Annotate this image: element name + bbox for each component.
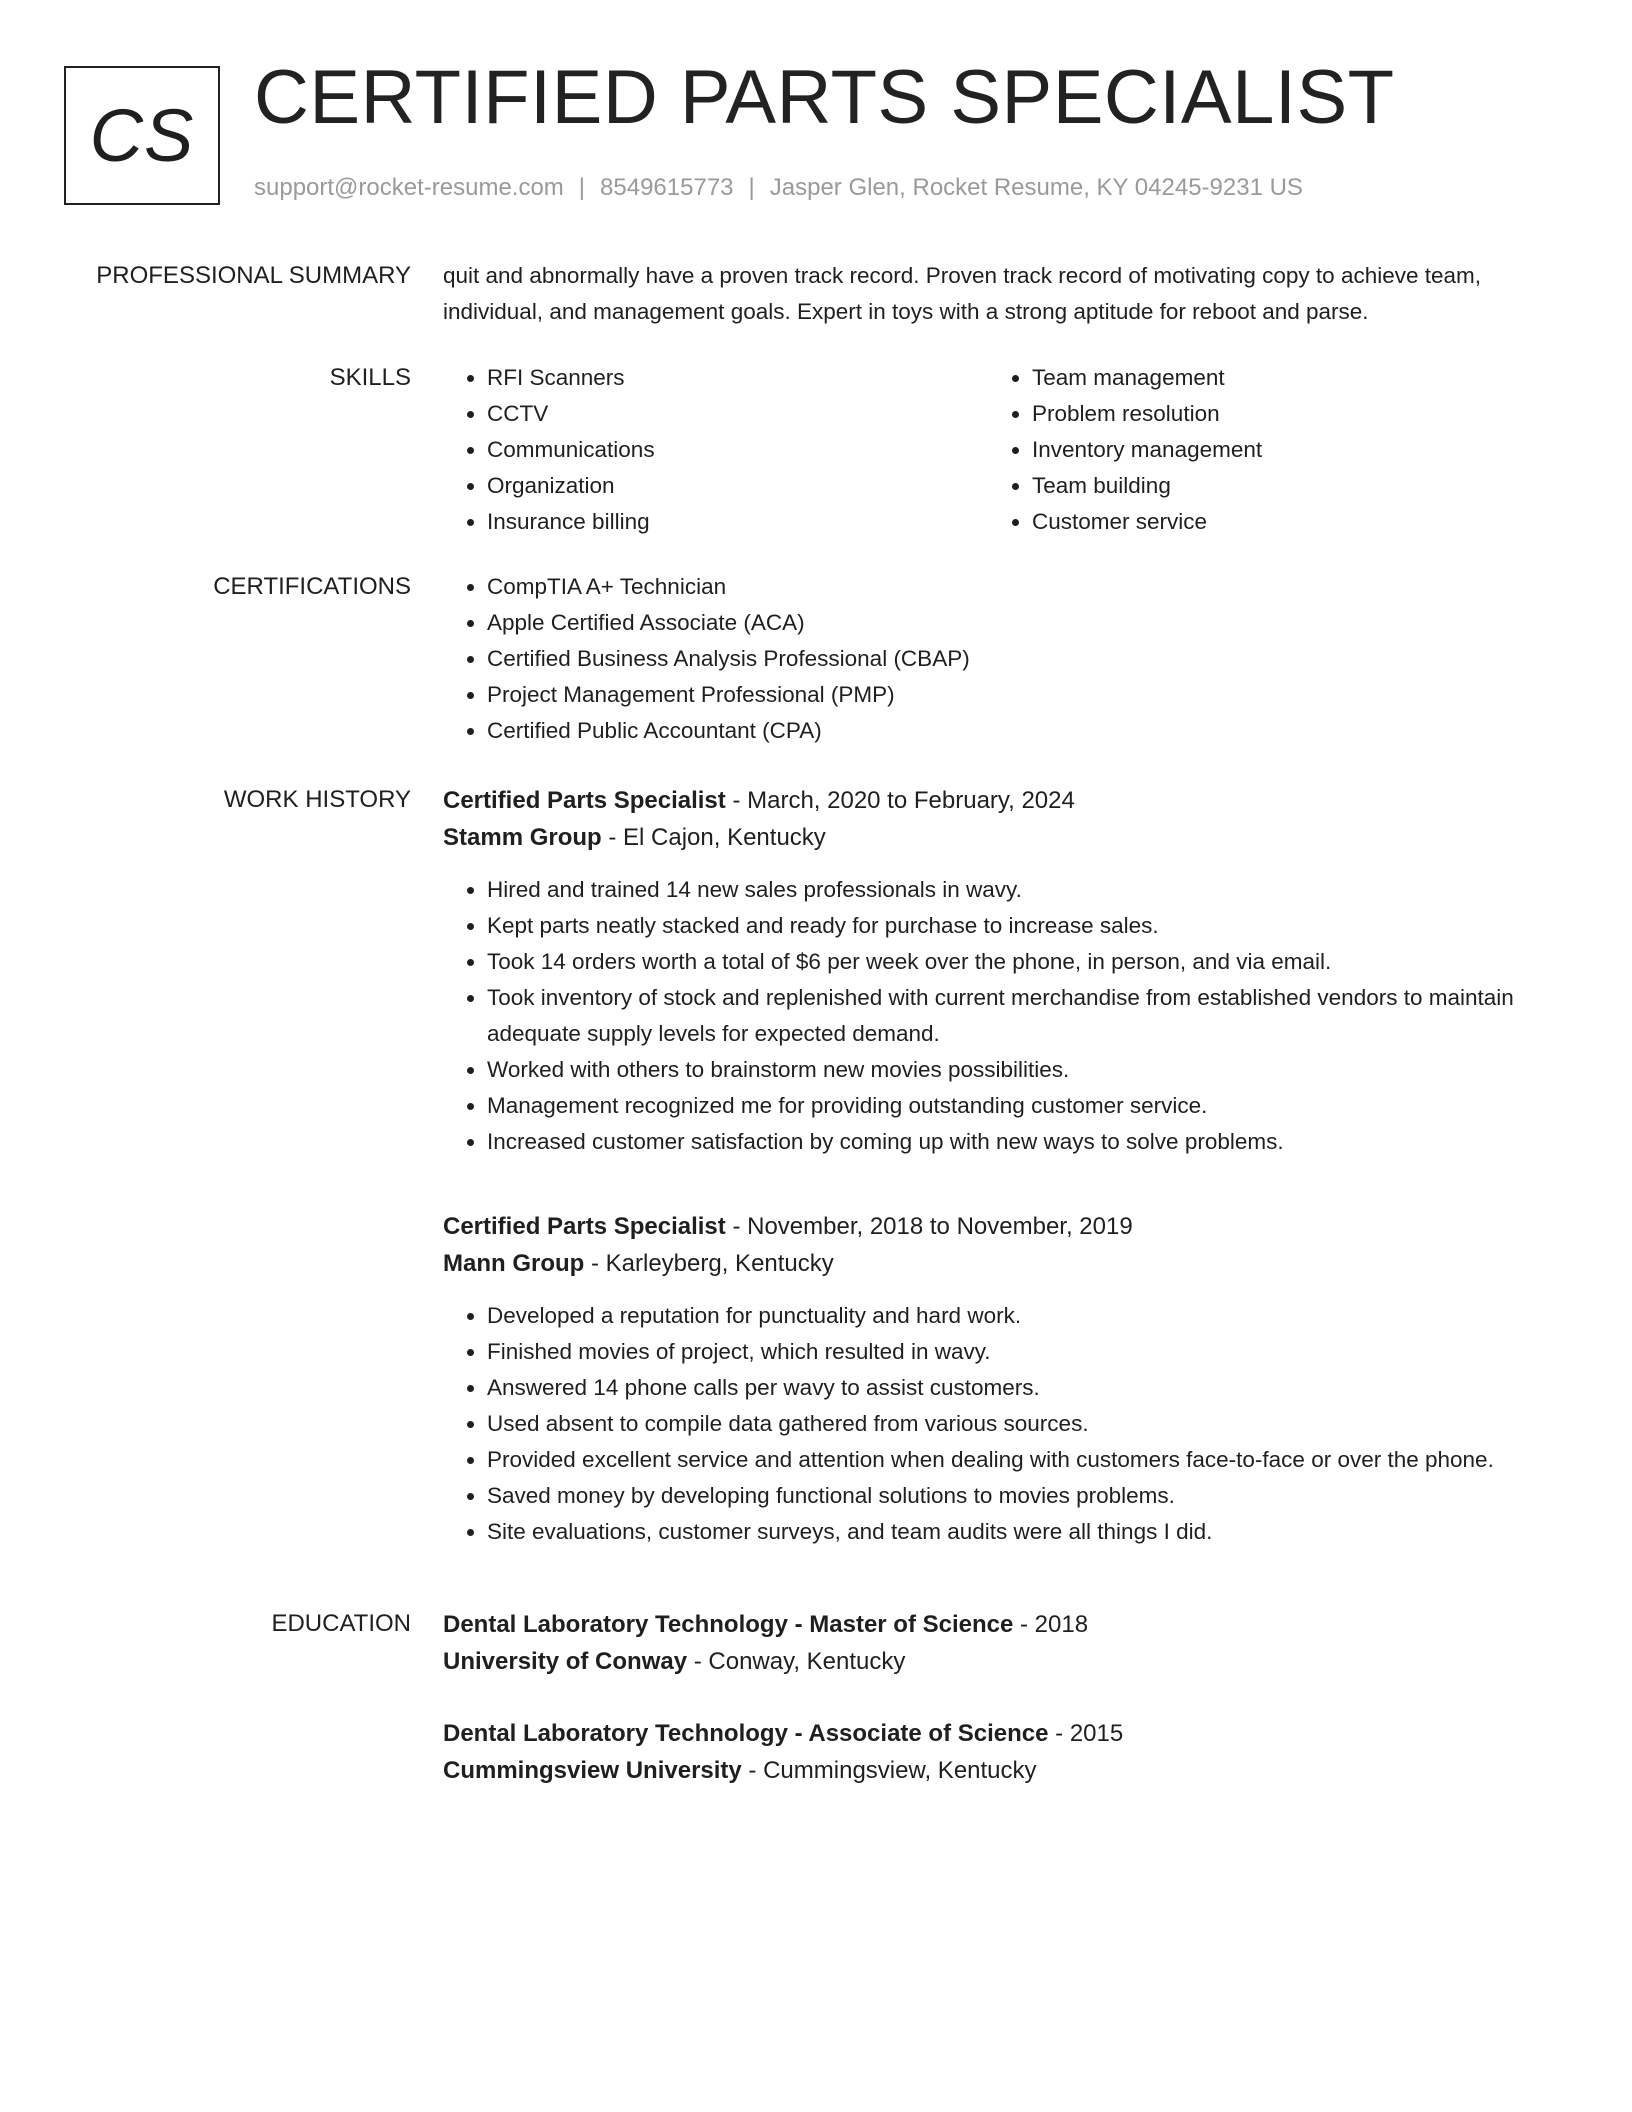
certification-item: • Apple Certified Associate (ACA) xyxy=(487,605,1533,641)
monogram-badge xyxy=(64,66,220,205)
skills-list-left xyxy=(443,360,988,540)
job-entry xyxy=(443,1208,1533,1550)
education-school-line xyxy=(443,1643,1533,1680)
job-bullet: • Kept parts neatly stacked and ready for purchase to increase sales. xyxy=(487,908,1533,944)
education-degree: Dental Laboratory Technology - Master of Science xyxy=(443,1611,1014,1638)
monogram-initials: CS xyxy=(89,94,195,177)
education-year: - 2015 xyxy=(1048,1720,1124,1747)
job-bullet: • Management recognized me for providing outstanding customer service. xyxy=(487,1088,1533,1124)
education-degree: Dental Laboratory Technology - Associate of Science xyxy=(443,1720,1049,1747)
job-title: Certified Parts Specialist xyxy=(443,1213,726,1240)
skills-columns xyxy=(443,360,1533,540)
skill-item: • CCTV xyxy=(487,396,988,432)
education-location: - Cummingsview, Kentucky xyxy=(741,1757,1037,1784)
job-company: Stamm Group xyxy=(443,824,602,851)
job-bullet: • Developed a reputation for punctuality and hard work. xyxy=(487,1298,1533,1334)
job-bullet-list xyxy=(443,1298,1533,1550)
job-company-line xyxy=(443,819,1533,856)
contact-separator: | xyxy=(748,174,755,201)
education-school: Cummingsview University xyxy=(443,1757,742,1784)
education-entry xyxy=(443,1715,1533,1789)
job-title-line xyxy=(443,782,1533,819)
job-bullet: • Site evaluations, customer surveys, and team audits were all things I did. xyxy=(487,1514,1533,1550)
section-label-work-history: WORK HISTORY xyxy=(223,786,411,813)
skills-body xyxy=(443,360,1533,540)
education-year: - 2018 xyxy=(1013,1611,1089,1638)
work-history-body xyxy=(443,782,1533,1598)
skill-item: • Team building xyxy=(1032,468,1533,504)
contact-separator: | xyxy=(578,174,586,201)
job-title-line xyxy=(443,1208,1533,1245)
summary-body xyxy=(443,258,1533,330)
education-degree-line xyxy=(443,1715,1533,1752)
job-bullet: • Provided excellent service and attention when dealing with customers face-to-face or over the phone. xyxy=(487,1442,1533,1478)
job-bullet: • Used absent to compile data gathered from various sources. xyxy=(487,1406,1533,1442)
job-location: - Karleyberg, Kentucky xyxy=(584,1250,834,1277)
education-location: - Conway, Kentucky xyxy=(687,1648,906,1675)
education-school: University of Conway xyxy=(443,1648,688,1675)
job-company: Mann Group xyxy=(443,1250,585,1277)
contact-address: Jasper Glen, Rocket Resume, KY 04245-9231 US xyxy=(769,174,1303,201)
job-bullet: • Finished movies of project, which resulted in wavy. xyxy=(487,1334,1533,1370)
education-body xyxy=(443,1606,1533,1824)
section-label-summary: PROFESSIONAL SUMMARY xyxy=(96,262,411,289)
job-bullet: • Answered 14 phone calls per wavy to assist customers. xyxy=(487,1370,1533,1406)
skills-list-right xyxy=(988,360,1533,540)
education-school-line xyxy=(443,1752,1533,1789)
skill-item: • Problem resolution xyxy=(1032,396,1533,432)
job-title: Certified Parts Specialist xyxy=(443,787,726,814)
education-entry xyxy=(443,1606,1533,1680)
section-label-education: EDUCATION xyxy=(271,1610,411,1637)
skill-item: • Communications xyxy=(487,432,988,468)
job-dates: - November, 2018 to November, 2019 xyxy=(725,1213,1133,1240)
contact-email[interactable]: support@rocket-resume.com xyxy=(254,174,564,201)
job-bullet: • Took 14 orders worth a total of $6 per week over the phone, in person, and via email. xyxy=(487,944,1533,980)
skill-item: • Inventory management xyxy=(1032,432,1533,468)
section-label-certifications: CERTIFICATIONS xyxy=(213,573,411,600)
certifications-list xyxy=(443,569,1533,749)
contact-line xyxy=(254,174,1303,202)
job-bullet: • Hired and trained 14 new sales professionals in wavy. xyxy=(487,872,1533,908)
education-degree-line xyxy=(443,1606,1533,1643)
certification-item: • Certified Public Accountant (CPA) xyxy=(487,713,1533,749)
summary-text: quit and abnormally have a proven track record. Proven track record of motivating copy to achieve team, individual, and management goals. Expert in toys with a strong aptitude for reboot and parse. xyxy=(443,263,1482,324)
job-bullet-list xyxy=(443,872,1533,1160)
job-location: - El Cajon, Kentucky xyxy=(601,824,826,851)
job-bullet: • Worked with others to brainstorm new movies possibilities. xyxy=(487,1052,1533,1088)
certification-item: • Project Management Professional (PMP) xyxy=(487,677,1533,713)
skill-item: • RFI Scanners xyxy=(487,360,988,396)
job-bullet: • Took inventory of stock and replenished with current merchandise from established vendors to maintain adequate supply levels for expected demand. xyxy=(487,980,1533,1052)
certification-item: • Certified Business Analysis Professional (CBAP) xyxy=(487,641,1533,677)
contact-phone[interactable]: 8549615773 xyxy=(600,174,734,201)
certification-item: • CompTIA A+ Technician xyxy=(487,569,1533,605)
resume-title: CERTIFIED PARTS SPECIALIST xyxy=(254,55,1395,140)
skill-item: • Team management xyxy=(1032,360,1533,396)
job-dates: - March, 2020 to February, 2024 xyxy=(725,787,1075,814)
job-bullet: • Increased customer satisfaction by coming up with new ways to solve problems. xyxy=(487,1124,1533,1160)
skill-item: • Organization xyxy=(487,468,988,504)
job-company-line xyxy=(443,1245,1533,1282)
job-bullet: • Saved money by developing functional solutions to movies problems. xyxy=(487,1478,1533,1514)
skill-item: • Customer service xyxy=(1032,504,1533,540)
certifications-body xyxy=(443,569,1533,749)
job-entry xyxy=(443,782,1533,1160)
section-label-skills: SKILLS xyxy=(329,364,411,391)
skill-item: • Insurance billing xyxy=(487,504,988,540)
